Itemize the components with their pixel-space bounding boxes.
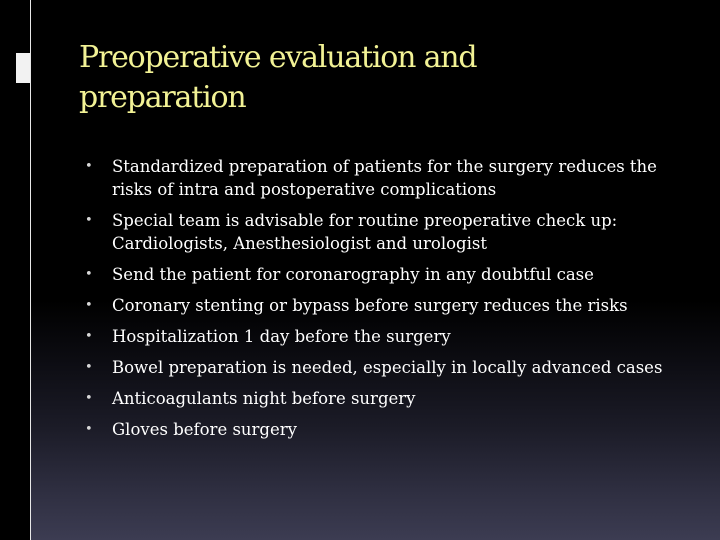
bullet-icon: • — [85, 360, 93, 375]
bullet-text: Standardized preparation of patients for the surgery reduces the risks of intra and postoperative complications — [112, 157, 657, 199]
bullet-icon: • — [85, 267, 93, 282]
bullet-text: Hospitalization 1 day before the surgery — [112, 327, 451, 346]
bullet-text: Anticoagulants night before surgery — [112, 389, 416, 408]
bullet-item — [85, 325, 685, 348]
bullet-item — [85, 418, 685, 441]
bullet-icon: • — [85, 213, 93, 228]
bullet-text: Bowel preparation is needed, especially in locally advanced cases — [112, 358, 663, 377]
bullet-list — [85, 155, 685, 449]
slide-title — [79, 38, 639, 118]
bullet-text: Coronary stenting or bypass before surgery reduces the risks — [112, 296, 628, 315]
bullet-item — [85, 387, 685, 410]
bullet-item — [85, 155, 685, 201]
bullet-icon: • — [85, 159, 93, 174]
bullet-icon: • — [85, 329, 93, 344]
bullet-item — [85, 209, 685, 255]
bullet-icon: • — [85, 391, 93, 406]
bullet-item — [85, 356, 685, 379]
bullet-item — [85, 263, 685, 286]
slide-title-line-1: Preoperative evaluation and — [79, 40, 477, 75]
bullet-icon: • — [85, 298, 93, 313]
slide-title-line-2: preparation — [79, 80, 246, 115]
bullet-item — [85, 294, 685, 317]
bullet-text: Gloves before surgery — [112, 420, 297, 439]
bullet-text: Special team is advisable for routine preoperative check up: Cardiologists, Anesthesiologist and urologist — [112, 211, 618, 253]
bullet-text: Send the patient for coronarography in any doubtful case — [112, 265, 594, 284]
bullet-icon: • — [85, 422, 93, 437]
title-accent-block — [16, 53, 30, 83]
